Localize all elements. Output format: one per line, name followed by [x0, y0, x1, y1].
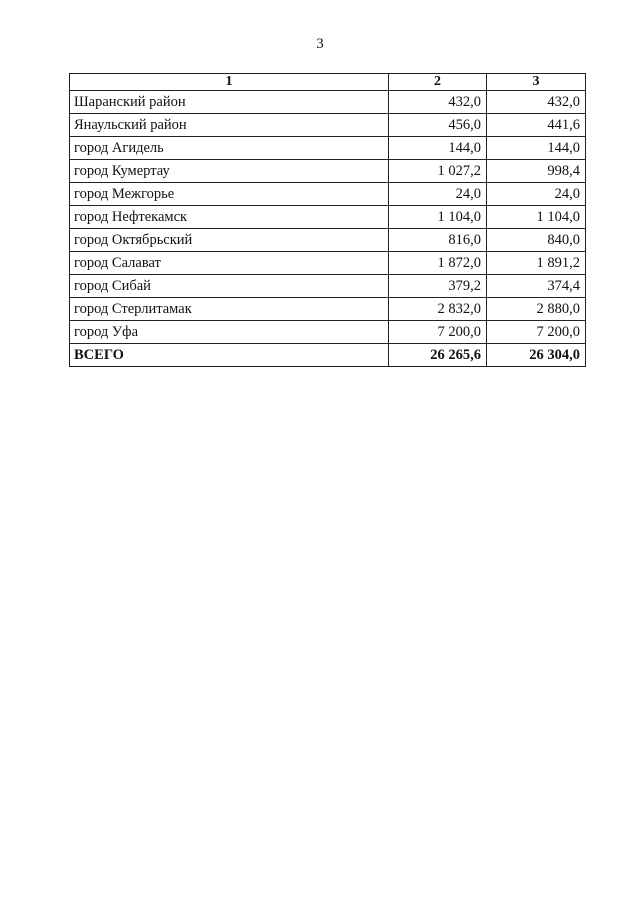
- row-name: город Октябрьский: [70, 229, 389, 252]
- row-name: город Уфа: [70, 321, 389, 344]
- total-row: [70, 344, 586, 367]
- row-name: город Нефтекамск: [70, 206, 389, 229]
- row-name: город Агидель: [70, 137, 389, 160]
- row-value-col2: 24,0: [389, 183, 487, 206]
- table-row: [70, 321, 586, 344]
- table-row: [70, 252, 586, 275]
- table-row: [70, 206, 586, 229]
- row-value-col3: 1 104,0: [487, 206, 586, 229]
- row-value-col3: 1 891,2: [487, 252, 586, 275]
- row-name: город Салават: [70, 252, 389, 275]
- table-header-row: [70, 74, 586, 91]
- row-name: Янаульский район: [70, 114, 389, 137]
- row-name: город Стерлитамак: [70, 298, 389, 321]
- data-table: [69, 73, 586, 367]
- total-label: ВСЕГО: [70, 344, 389, 367]
- row-value-col3: 144,0: [487, 137, 586, 160]
- row-value-col3: 840,0: [487, 229, 586, 252]
- row-value-col3: 7 200,0: [487, 321, 586, 344]
- row-value-col3: 441,6: [487, 114, 586, 137]
- row-name: город Кумертау: [70, 160, 389, 183]
- row-value-col2: 1 027,2: [389, 160, 487, 183]
- table-row: [70, 183, 586, 206]
- row-value-col2: 456,0: [389, 114, 487, 137]
- table-row: [70, 229, 586, 252]
- column-header-1: 1: [70, 74, 389, 91]
- row-value-col3: 374,4: [487, 275, 586, 298]
- row-name: город Сибай: [70, 275, 389, 298]
- table-row: [70, 275, 586, 298]
- row-name: город Межгорье: [70, 183, 389, 206]
- row-value-col2: 432,0: [389, 91, 487, 114]
- total-value-col2: 26 265,6: [389, 344, 487, 367]
- table-row: [70, 298, 586, 321]
- row-value-col3: 998,4: [487, 160, 586, 183]
- row-value-col2: 816,0: [389, 229, 487, 252]
- row-value-col3: 24,0: [487, 183, 586, 206]
- row-value-col2: 1 104,0: [389, 206, 487, 229]
- row-name: Шаранский район: [70, 91, 389, 114]
- row-value-col2: 2 832,0: [389, 298, 487, 321]
- row-value-col2: 1 872,0: [389, 252, 487, 275]
- table-row: [70, 91, 586, 114]
- page-number: 3: [316, 36, 324, 52]
- row-value-col2: 7 200,0: [389, 321, 487, 344]
- row-value-col2: 144,0: [389, 137, 487, 160]
- table-row: [70, 137, 586, 160]
- table-row: [70, 114, 586, 137]
- table-row: [70, 160, 586, 183]
- column-header-2: 2: [389, 74, 487, 91]
- column-header-3: 3: [487, 74, 586, 91]
- row-value-col2: 379,2: [389, 275, 487, 298]
- total-value-col3: 26 304,0: [487, 344, 586, 367]
- row-value-col3: 2 880,0: [487, 298, 586, 321]
- row-value-col3: 432,0: [487, 91, 586, 114]
